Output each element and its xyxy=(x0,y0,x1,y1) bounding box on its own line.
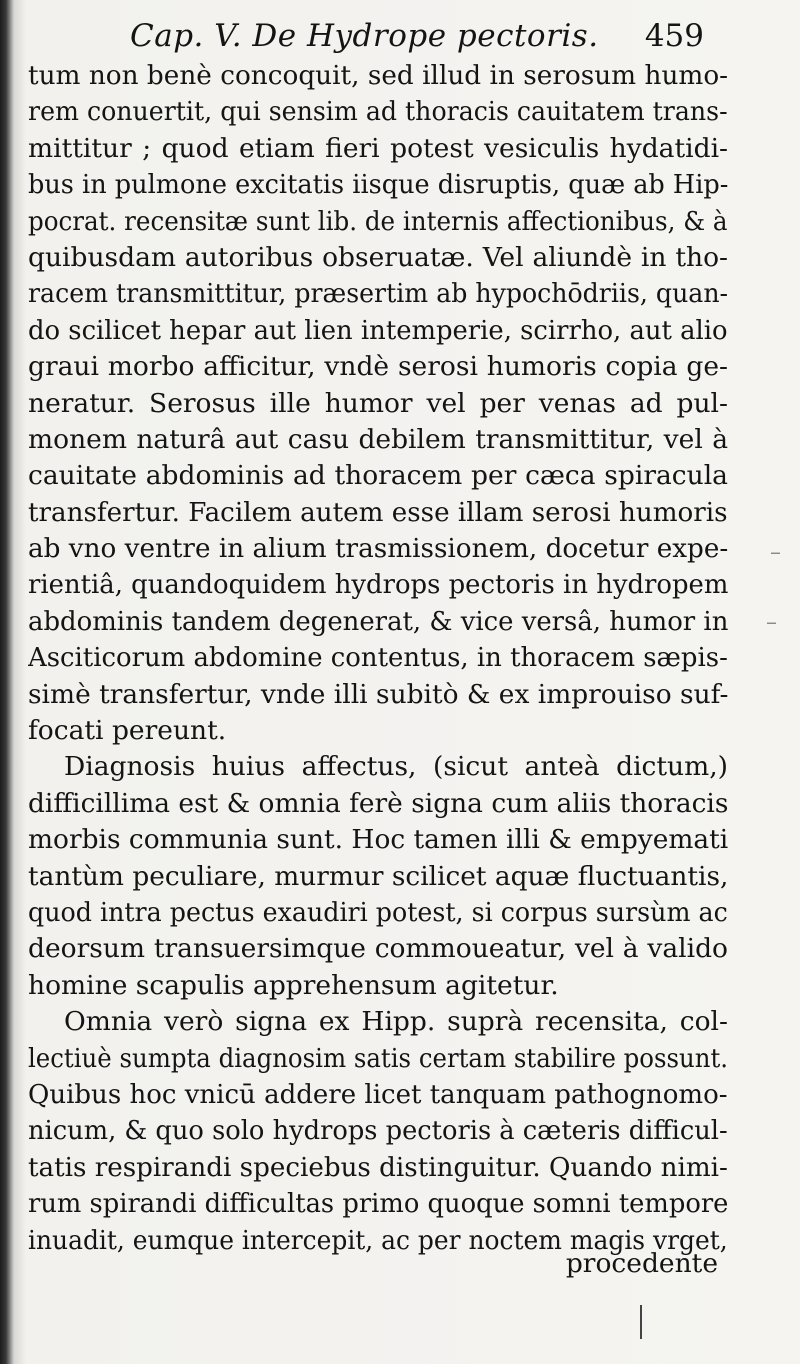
text-line: rientiâ, quandoquidem hydrops pectoris in hydropem xyxy=(28,569,728,601)
text-line: Omnia verò signa ex Hipp. suprà recensita, col- xyxy=(64,1006,728,1038)
text-line: nicum, & quo solo hydrops pectoris à cæteris difficul- xyxy=(28,1115,728,1147)
running-title: Cap. V. De Hydrope pectoris. xyxy=(130,18,599,54)
catchword: procedente xyxy=(565,1248,718,1279)
text-line: rem conuertit, qui sensim ad thoracis cauitatem trans- xyxy=(28,96,728,128)
text-line: do scilicet hepar aut lien intemperie, scirrho, aut alio xyxy=(28,314,728,346)
margin-dash: – xyxy=(766,610,777,635)
text-line: Quibus hoc vnicū addere licet tanquam pathognomo- xyxy=(28,1078,728,1110)
body-text xyxy=(28,58,728,1259)
text-line: inuadit, eumque intercepit, ac per noctem magis vrget, xyxy=(28,1224,728,1256)
text-line: quod intra pectus exaudiri potest, si corpus sursùm ac xyxy=(28,896,728,928)
text-line: pocrat. recensitæ sunt lib. de internis affectionibus, & à xyxy=(28,205,728,237)
bottom-edge-mark xyxy=(640,1305,642,1339)
page-header xyxy=(130,18,704,58)
text-line: abdominis tandem degenerat, & vice versâ, humor in xyxy=(28,605,728,637)
paragraph xyxy=(28,749,728,1004)
text-line: lectiuè sumpta diagnosim satis certam stabilire possunt. xyxy=(28,1042,728,1074)
text-line: tum non benè concoquit, sed illud in serosum humo- xyxy=(28,60,728,91)
text-line: rum spirandi difficultas primo quoque somni tempore xyxy=(28,1188,728,1220)
text-line: Diagnosis huius affectus, (sicut anteà dictum,) xyxy=(64,751,728,783)
text-line: focati pereunt. xyxy=(28,715,227,747)
text-line: transfertur. Facilem autem esse illam serosi humoris xyxy=(28,496,728,528)
text-line: difficillima est & omnia ferè signa cum aliis thoracis xyxy=(28,787,728,819)
text-line: tantùm peculiare, murmur scilicet aquæ fluctuantis, xyxy=(28,860,728,892)
text-line: homine scapulis apprehensum agitetur. xyxy=(28,969,559,1001)
paragraph xyxy=(28,1004,728,1259)
text-line: bus in pulmone excitatis iisque disruptis, quæ ab Hip- xyxy=(28,169,728,201)
text-line: mittitur ; quod etiam fieri potest vesiculis hydatidi- xyxy=(28,132,728,164)
text-line: ab vno ventre in alium trasmissionem, docetur expe- xyxy=(28,533,728,565)
text-line: morbis communia sunt. Hoc tamen illi & empyemati xyxy=(28,824,728,856)
text-line: Asciticorum abdomine contentus, in thoracem sæpis- xyxy=(28,642,728,674)
text-line: graui morbo afficitur, vndè serosi humoris copia ge- xyxy=(28,351,728,383)
text-line: tatis respirandi speciebus distinguitur. Quando nimi- xyxy=(28,1151,728,1183)
text-line: deorsum transuersimque commoueatur, vel à valido xyxy=(28,933,728,965)
text-line: monem naturâ aut casu debilem transmittitur, vel à xyxy=(28,423,728,455)
text-line: quibusdam autoribus obseruatæ. Vel aliundè in tho- xyxy=(28,241,728,273)
text-line: racem transmittitur, præsertim ab hypochōdriis, quan- xyxy=(28,278,728,310)
margin-dash: – xyxy=(770,540,781,565)
page-number: 459 xyxy=(644,18,704,54)
text-line: neratur. Serosus ille humor vel per venas ad pul- xyxy=(28,387,728,419)
paragraph xyxy=(28,58,728,749)
text-line: cauitate abdominis ad thoracem per cæca spiracula xyxy=(28,460,728,492)
text-line: simè transfertur, vnde illi subitò & ex improuiso suf- xyxy=(28,678,728,710)
